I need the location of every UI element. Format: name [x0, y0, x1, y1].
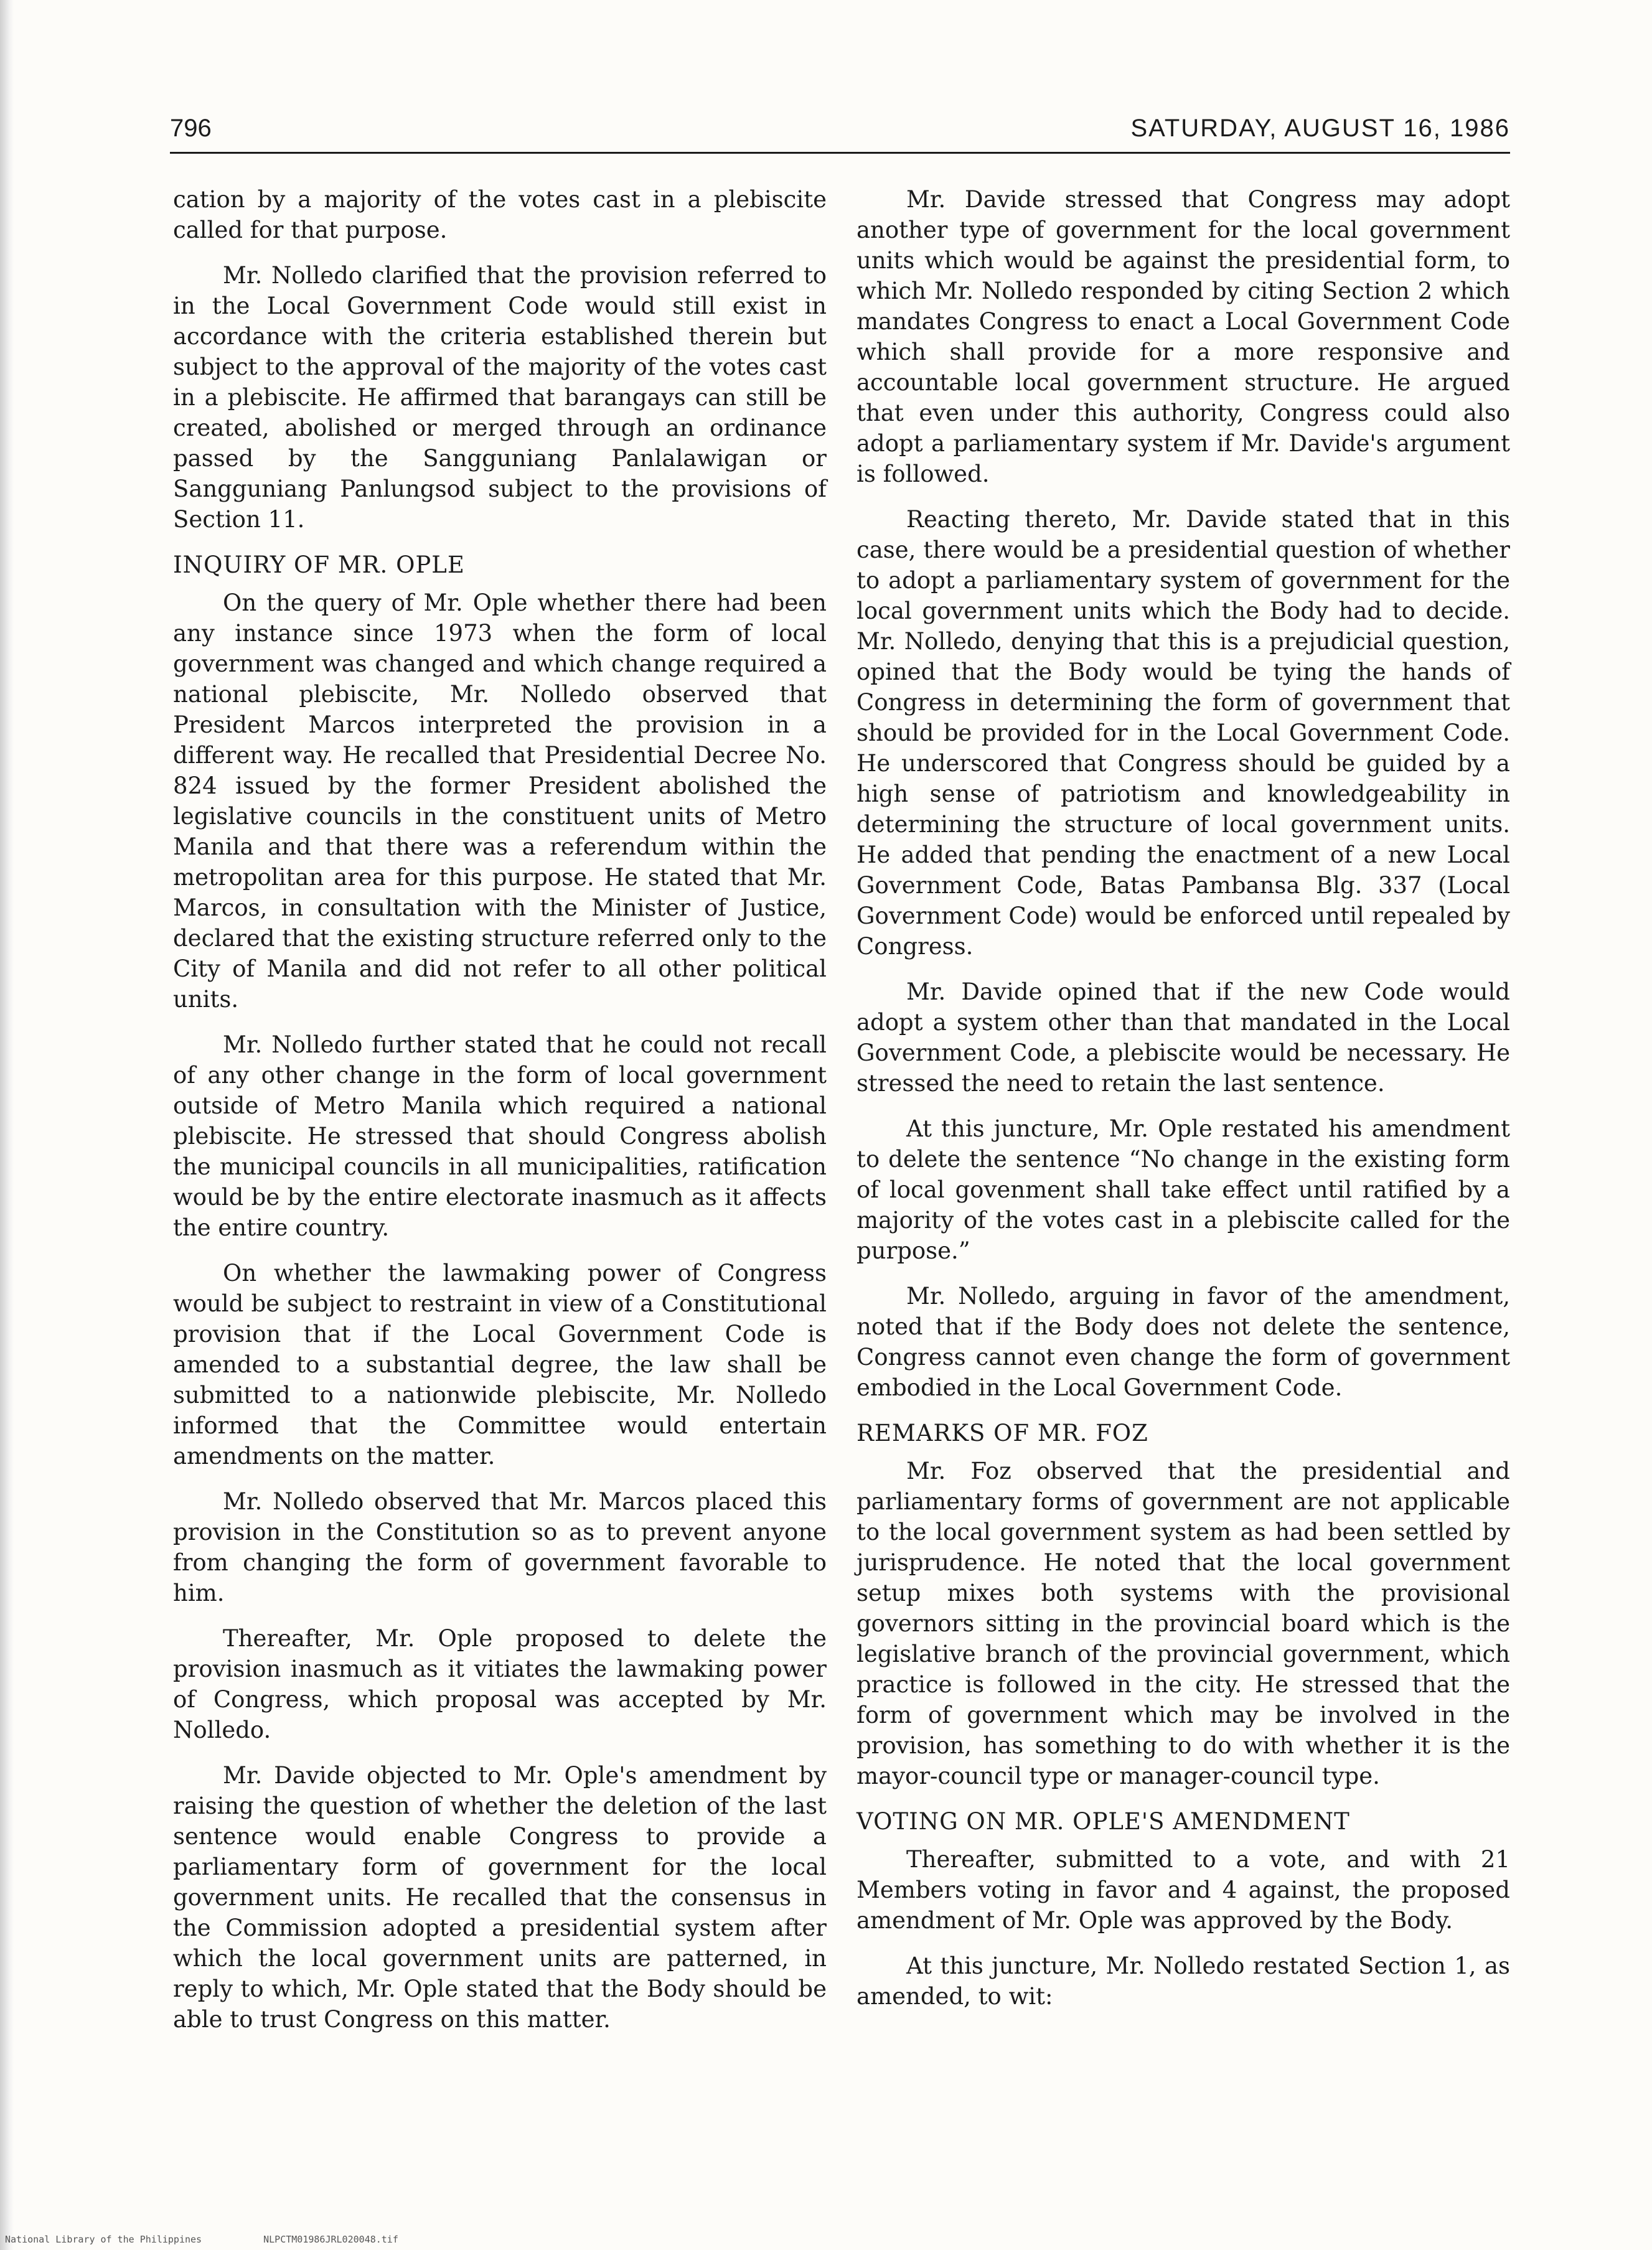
section-heading-inquiry-ople: INQUIRY OF MR. OPLE — [173, 551, 465, 578]
paragraph: Thereafter, Mr. Ople proposed to delete the provision inasmuch as it vitiates the lawmaking power of Congress, which proposal was accepted by Mr. Nolledo. — [173, 1625, 827, 1743]
paragraph: Mr. Nolledo clarified that the provision referred to in the Local Government Code would still exist in accordance with the criteria established therein but subject to the approval of the majority of the votes cast in a plebiscite. He affirmed that barangays can still be created, abolished or merged through an ordinance passed by the Sangguniang Panlalawigan or Sangguniang Panlungsod subject to the provisions of Section 11. — [173, 262, 827, 533]
paragraph: At this juncture, Mr. Ople restated his amendment to delete the sentence “No change in the existing form of local govenment shall take effect until ratified by a majority of the votes cast in a plebiscite called for the purpose.” — [857, 1115, 1510, 1264]
paragraph: Thereafter, submitted to a vote, and with 21 Members voting in favor and 4 against, the proposed amendment of Mr. Ople was approved by the Body. — [857, 1846, 1510, 1934]
paragraph: Mr. Foz observed that the presidential and parliamentary forms of government are not applicable to the local government system as had been settled by jurisprudence. He noted that the local government setup mixes both systems with the provisional governors sitting in the provincial board which is the legislative branch of the provincial government, which practice is followed in the city. He stressed that the form of government which may be involved in the provision, has something to do with whether it is the mayor-council type or manager-council type. — [857, 1458, 1510, 1789]
paragraph: On whether the lawmaking power of Congress would be subject to restraint in view of a Constitutional provision that if the Local Government Code is amended to a substantial degree, the law shall be submitted to a nationwide plebiscite, Mr. Nolledo informed that the Committee would entertain amendments on the matter. — [173, 1260, 827, 1470]
right-column — [857, 184, 1510, 2027]
library-credit: National Library of the Philippines — [5, 2234, 202, 2245]
paragraph: On the query of Mr. Ople whether there had been any instance since 1973 when the form of local government was changed and which change required a national plebiscite, Mr. Nolledo observed that President Marcos interpreted the provision in a different way. He recalled that Presidential Decree No. 824 issued by the former President abolished the legislative councils in the constituent units of Metro Manila and that there was a referendum within the metropolitan area for this purpose. He stated that Mr. Marcos, in consultation with the Minister of Justice, declared that the existing structure referred only to the City of Manila and did not refer to all other political units. — [173, 589, 827, 1013]
section-heading-remarks-foz: REMARKS OF MR. FOZ — [857, 1420, 1148, 1446]
paragraph: Mr. Davide objected to Mr. Ople's amendment by raising the question of whether the deletion of the last sentence would enable Congress to provide a parliamentary form of government for the local government units. He recalled that the consensus in the Commission adopted a presidential system after which the local government units are patterned, in reply to which, Mr. Ople stated that the Body should be able to trust Congress on this matter. — [173, 1762, 827, 2033]
header-rule — [170, 152, 1510, 154]
scan-binding-edge — [0, 0, 14, 2250]
paragraph: Reacting thereto, Mr. Davide stated that in this case, there would be a presidential question of whether to adopt a parliamentary system of government for the local government units which the Body had to decide. Mr. Nolledo, denying that this is a prejudicial question, opined that the Body would be tying the hands of Congress in determining the form of government that should be provided for in the Local Government Code. He underscored that Congress should be guided by a high sense of patriotism and knowledgeability in determining the structure of local government units. He added that pending the enactment of a new Local Government Code, Batas Pambansa Blg. 337 (Local Government Code) would be enforced until repealed by Congress. — [857, 506, 1510, 960]
paragraph: Mr. Davide opined that if the new Code would adopt a system other than that mandated in the Local Government Code, a plebiscite would be necessary. He stressed the need to retain the last sentence. — [857, 978, 1510, 1097]
left-column — [173, 184, 827, 2050]
page-number: 796 — [170, 115, 212, 142]
paragraph: cation by a majority of the votes cast in a plebiscite called for that purpose. — [173, 186, 827, 243]
paragraph: At this juncture, Mr. Nolledo restated Section 1, as amended, to wit: — [857, 1952, 1510, 2010]
section-heading-voting: VOTING ON MR. OPLE'S AMENDMENT — [857, 1808, 1350, 1835]
scan-footer — [5, 2234, 454, 2245]
file-name: NLPCTM01986JRL020048.tif — [263, 2234, 398, 2245]
paragraph: Mr. Nolledo further stated that he could not recall of any other change in the form of local government outside of Metro Manila which required a national plebiscite. He stressed that should Congress abolish the municipal councils in all municipalities, ratification would be by the entire electorate inasmuch as it affects the entire country. — [173, 1031, 827, 1241]
paragraph: Mr. Nolledo observed that Mr. Marcos placed this provision in the Constitution so as to prevent anyone from changing the form of government favorable to him. — [173, 1488, 827, 1606]
running-date: SATURDAY, AUGUST 16, 1986 — [1130, 115, 1510, 142]
paragraph: Mr. Nolledo, arguing in favor of the amendment, noted that if the Body does not delete the sentence, Congress cannot even change the form of government embodied in the Local Government Code. — [857, 1283, 1510, 1401]
paragraph: Mr. Davide stressed that Congress may adopt another type of government for the local government units which would be against the presidential form, to which Mr. Nolledo responded by citing Section 2 which mandates Congress to enact a Local Government Code which shall provide for a more responsive and accountable local government structure. He argued that even under this authority, Congress could also adopt a parliamentary system if Mr. Davide's argument is followed. — [857, 186, 1510, 487]
